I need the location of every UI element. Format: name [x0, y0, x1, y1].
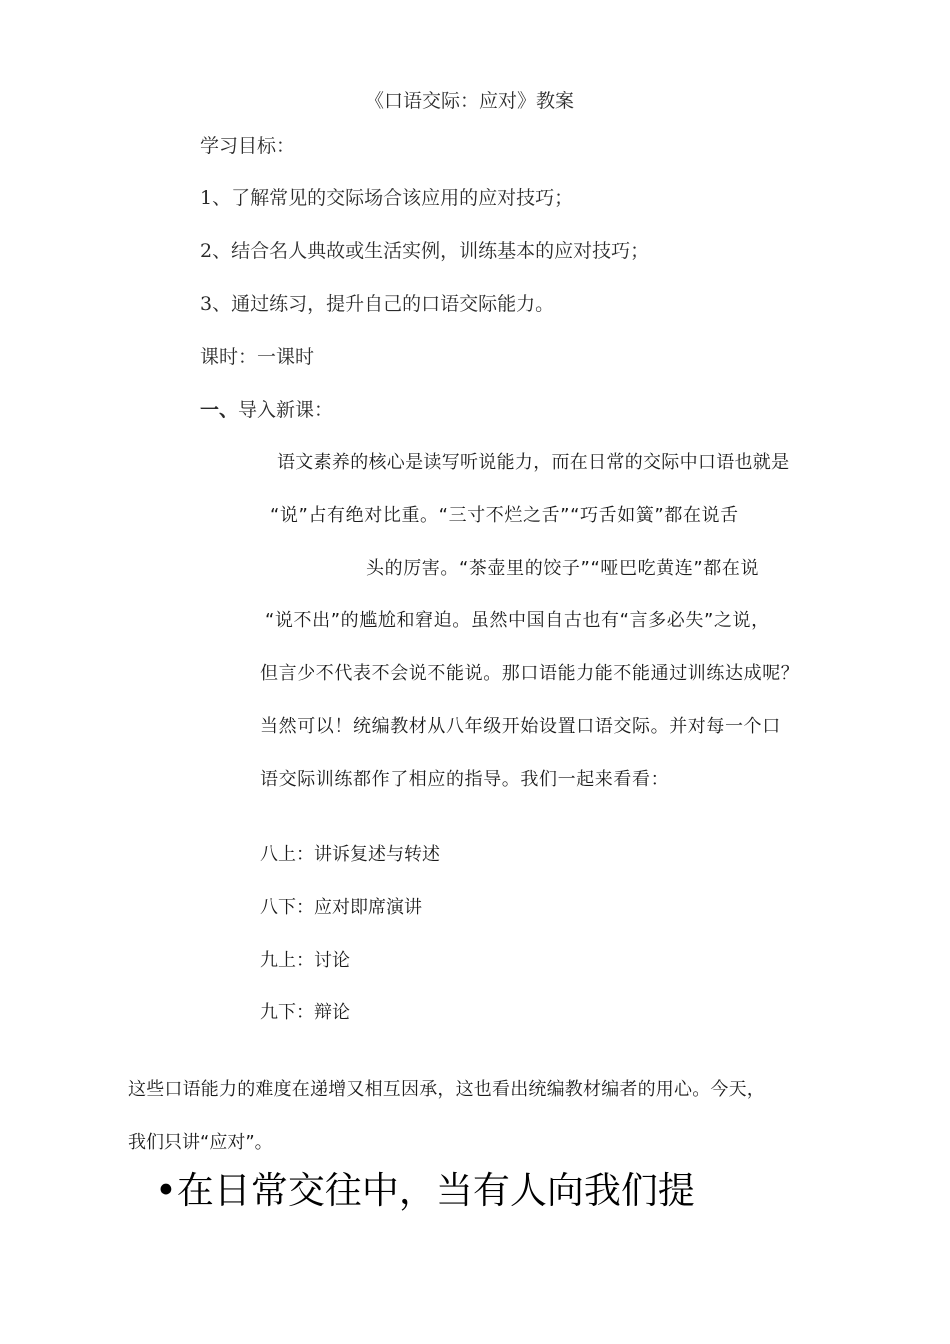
bullet-text: 在日常交往中，当有人向我们提	[176, 1169, 695, 1212]
lesson-duration: 课时：一课时	[200, 346, 315, 368]
bullet-slide-text	[155, 1160, 695, 1214]
section-heading	[200, 395, 333, 422]
objective-item: 3、通过练习，提升自己的口语交际能力。	[200, 293, 555, 315]
curriculum-item: 九上：讨论	[260, 950, 350, 971]
summary-line: 我们只讲“应对”。	[128, 1132, 273, 1153]
intro-paragraph-line: “说不出”的尴尬和窘迫。虽然中国自古也有“言多必失”之说，	[265, 610, 770, 631]
curriculum-item: 八下：应对即席演讲	[260, 897, 422, 918]
curriculum-item: 九下：辩论	[260, 1002, 350, 1023]
summary-line: 这些口语能力的难度在递增又相互因承，这也看出统编教材编者的用心。今天，	[128, 1079, 765, 1100]
section-number: 一、	[200, 399, 239, 421]
intro-paragraph-line: “说”占有绝对比重。“三寸不烂之舌”“巧舌如簧”都在说舌	[270, 505, 739, 526]
objectives-heading: 学习目标：	[200, 135, 296, 157]
intro-paragraph-line: 语文素养的核心是读写听说能力，而在日常的交际中口语也就是	[277, 452, 790, 473]
intro-paragraph-line: 当然可以！统编教材从八年级开始设置口语交际。并对每一个口	[260, 716, 781, 737]
document-title: 《口语交际：应对》教案	[365, 90, 575, 112]
intro-paragraph-line: 但言少不代表不会说不能说。那口语能力能不能通过训练达成呢？	[260, 663, 800, 684]
objective-item: 2、结合名人典故或生活实例，训练基本的应对技巧；	[200, 240, 650, 262]
intro-paragraph-line: 语交际训练都作了相应的指导。我们一起来看看：	[260, 769, 670, 790]
curriculum-item: 八上：讲诉复述与转述	[260, 844, 440, 865]
section-title: 导入新课：	[238, 399, 334, 421]
objective-item: 1、了解常见的交际场合该应用的应对技巧；	[200, 187, 574, 209]
intro-paragraph-line: 头的厉害。“茶壶里的饺子”“哑巴吃黄连”都在说	[366, 558, 760, 579]
bullet-icon: •	[155, 1169, 177, 1212]
